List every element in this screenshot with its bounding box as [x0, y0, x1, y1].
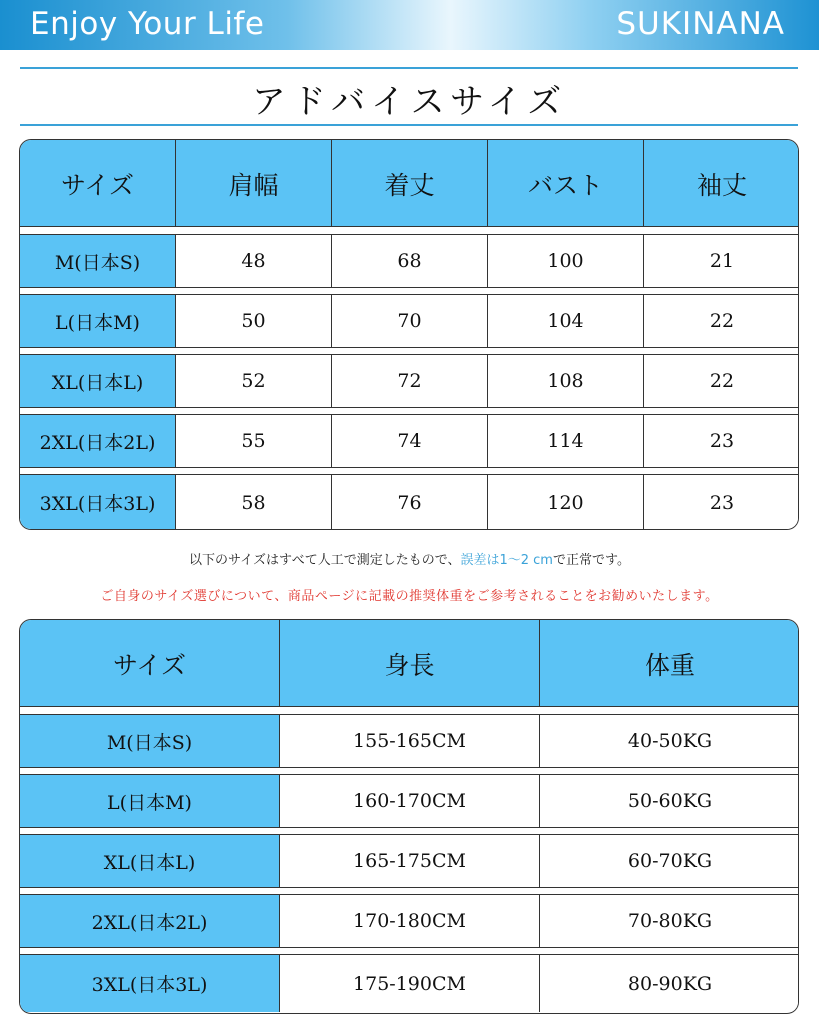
recommendation-note: ご自身のサイズ選びについて、商品ページに記載の推奨体重をご参考されることをお勧めいたします。 — [100, 589, 719, 604]
divider-bottom — [20, 124, 798, 126]
header-length: 着丈 — [332, 140, 488, 227]
table-cell: 104 — [488, 295, 644, 347]
header-height: 身長 — [280, 620, 540, 707]
table-cell: 70 — [332, 295, 488, 347]
table-cell: 120 — [488, 475, 644, 530]
table-row — [20, 294, 798, 348]
table-cell: 80-90KG — [627, 972, 713, 995]
table-cell: 114 — [488, 415, 644, 467]
table-cell: 70-80KG — [627, 910, 713, 932]
table-cell: 175-190CM — [280, 955, 540, 1012]
header-size: サイズ — [20, 140, 176, 227]
table-cell: 50-60KG — [627, 790, 713, 812]
size-label: XL(日本L) — [20, 355, 176, 407]
height-weight-table — [19, 619, 799, 1014]
table-cell: 23 — [709, 491, 735, 514]
top-banner — [0, 0, 819, 50]
table-cell: 108 — [488, 355, 644, 407]
table-cell: 55 — [176, 415, 332, 467]
table-row — [20, 234, 798, 288]
table-header — [20, 140, 798, 227]
size-label: M(日本S) — [20, 235, 176, 287]
note-text: 以下のサイズはすべて人工で測定したもので、 — [189, 553, 461, 568]
table-cell: 60-70KG — [627, 850, 713, 872]
header-sleeve: 袖丈 — [696, 170, 747, 200]
table-cell: 160-170CM — [280, 775, 540, 827]
table-cell: 100 — [488, 235, 644, 287]
table-row — [20, 414, 798, 468]
size-label: 3XL(日本3L) — [20, 955, 280, 1012]
table-cell: 170-180CM — [280, 895, 540, 947]
size-label: XL(日本L) — [20, 835, 280, 887]
table-cell: 165-175CM — [280, 835, 540, 887]
table-row — [20, 354, 798, 408]
table-cell: 21 — [709, 250, 735, 272]
table-cell: 22 — [709, 370, 735, 392]
measurement-note — [0, 549, 819, 568]
table-row — [20, 954, 798, 1012]
size-label: 2XL(日本2L) — [20, 415, 176, 467]
banner-slogan: Enjoy Your Life — [30, 6, 265, 42]
table-cell: 68 — [332, 235, 488, 287]
header-shoulder: 肩幅 — [176, 140, 332, 227]
table-cell: 76 — [332, 475, 488, 530]
table-cell: 48 — [176, 235, 332, 287]
size-measurement-table — [19, 139, 799, 530]
header-bust: バスト — [488, 140, 644, 227]
size-label: L(日本M) — [20, 295, 176, 347]
table-row — [20, 774, 798, 828]
table-cell: 72 — [332, 355, 488, 407]
size-label: 2XL(日本2L) — [20, 895, 280, 947]
table-cell: 40-50KG — [627, 730, 713, 752]
table-cell: 155-165CM — [280, 715, 540, 767]
table-cell: 58 — [176, 475, 332, 530]
note-text-end: で正常です。 — [552, 553, 630, 568]
divider-top — [20, 67, 798, 69]
table-header — [20, 620, 798, 707]
table-cell: 22 — [709, 310, 735, 332]
size-label: 3XL(日本3L) — [20, 475, 176, 530]
table-cell: 50 — [176, 295, 332, 347]
table-row — [20, 474, 798, 530]
table-cell: 74 — [332, 415, 488, 467]
size-label: M(日本S) — [20, 715, 280, 767]
size-label: L(日本M) — [20, 775, 280, 827]
page-title: アドバイスサイズ — [251, 82, 568, 122]
table-cell: 23 — [709, 430, 735, 452]
table-row — [20, 894, 798, 948]
table-row — [20, 834, 798, 888]
header-size: サイズ — [20, 620, 280, 707]
table-cell: 52 — [176, 355, 332, 407]
table-row — [20, 714, 798, 768]
header-weight: 体重 — [644, 650, 695, 680]
brand-name: SUKINANA — [616, 6, 785, 42]
note-highlight: 誤差は1～2 cm — [460, 553, 553, 568]
